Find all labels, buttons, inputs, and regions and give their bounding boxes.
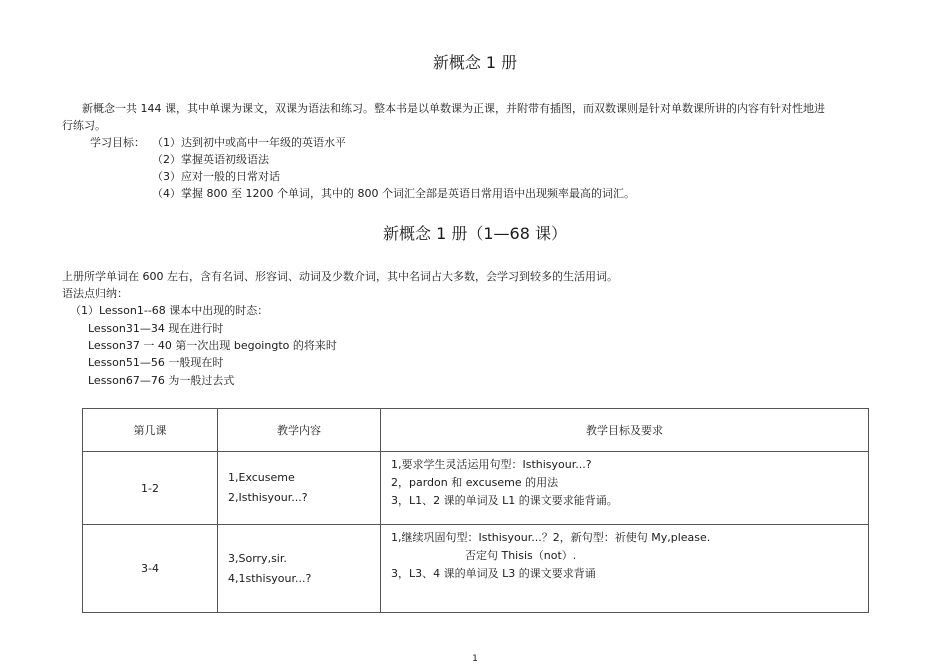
vocab-summary: 上册所学单词在 600 左右，含有名词、形容词、动词及少数介词，其中名词占大多数，会学习到较多的生活用词。 — [62, 270, 618, 283]
content-line: 3,Sorry,sir. — [228, 551, 287, 565]
grammar-item-2: Lesson37 一 40 第一次出现 begoingto 的将来时 — [88, 339, 337, 352]
intro-line-2: 行练习。 — [62, 119, 106, 132]
header-goals: 教学目标及要求 — [381, 409, 869, 452]
header-lesson: 第几课 — [83, 409, 218, 452]
content-line: 4,1sthisyour...? — [228, 571, 312, 585]
lesson-number: 3-4 — [83, 525, 218, 613]
document-title: 新概念 1 册 — [432, 53, 518, 72]
grammar-heading: 语法点归纳： — [62, 287, 128, 300]
lesson-number: 1-2 — [83, 452, 218, 525]
table-row — [83, 525, 869, 613]
goal-line: 3，L3、4 课的单词及 L3 的课文要求背诵 — [391, 567, 596, 580]
page-number: 1 — [472, 654, 478, 664]
goal-line: 1,继续巩固句型：Isthisyour...？2，新句型：祈使句 My,please. — [391, 531, 711, 544]
lesson-goals — [381, 452, 869, 525]
goal-item-4: （4）掌握 800 至 1200 个单词，其中的 800 个词汇全部是英语日常用语中出现频率最高的词汇。 — [152, 187, 635, 200]
content-line: 1,Excuseme — [228, 471, 295, 484]
lesson-goals — [381, 525, 869, 613]
section-title: 新概念 1 册（1—68 课） — [383, 224, 567, 243]
lesson-plan-table — [82, 408, 869, 613]
lesson-content — [218, 525, 381, 613]
goal-item-1: （1）达到初中或高中一年级的英语水平 — [152, 136, 346, 149]
grammar-item-1: Lesson31—34 现在进行时 — [88, 322, 224, 335]
grammar-subheading: （1）Lesson1--68 课本中出现的时态： — [70, 304, 269, 317]
lesson-content — [218, 452, 381, 525]
goal-item-2: （2）掌握英语初级语法 — [152, 153, 269, 166]
goal-line: 否定句 Thisis（not）. — [465, 549, 577, 562]
goal-line: 2，pardon 和 excuseme 的用法 — [391, 476, 559, 489]
header-content: 教学内容 — [218, 409, 381, 452]
grammar-item-3: Lesson51—56 一般现在时 — [88, 356, 224, 369]
intro-line-1: 新概念一共 144 课，其中单课为课文，双课为语法和练习。整本书是以单数课为正课，并附带有插图，而双数课则是针对单数课所讲的内容有针对性地进 — [82, 102, 825, 115]
table-row — [83, 452, 869, 525]
goal-line: 3，L1、2 课的单词及 L1 的课文要求能背诵。 — [391, 494, 618, 507]
goal-item-3: （3）应对一般的日常对话 — [152, 170, 280, 183]
content-line: 2,Isthisyour...? — [228, 491, 308, 504]
goals-label: 学习目标： — [90, 136, 145, 149]
goal-line: 1,要求学生灵活运用句型：Isthisyour...? — [391, 458, 592, 471]
table-header-row — [83, 409, 869, 452]
grammar-item-4: Lesson67—76 为一般过去式 — [88, 374, 235, 387]
